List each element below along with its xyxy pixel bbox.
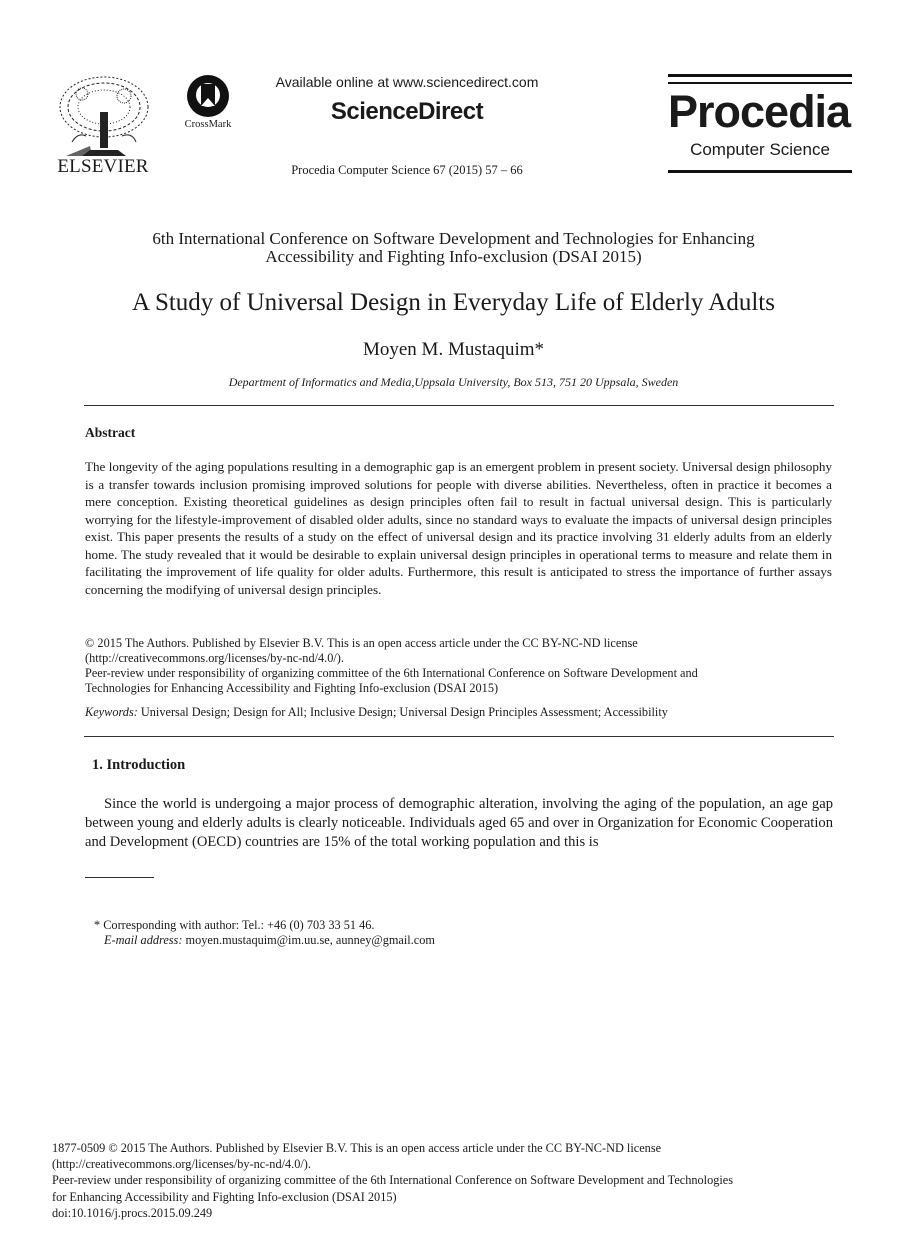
procedia-logo: [668, 74, 852, 176]
doi[interactable]: doi:10.1016/j.procs.2015.09.249: [52, 1205, 213, 1220]
email-line: [94, 933, 794, 948]
paper-title: A Study of Universal Design in Everyday Life of Elderly Adults: [132, 289, 775, 316]
abstract-heading: Abstract: [85, 425, 136, 440]
bottom-block: [52, 1140, 872, 1221]
keywords-text: Universal Design; Design for All; Inclusive Design; Universal Design Principles Assessment; Accessibility: [137, 705, 668, 719]
email-label: E-mail address:: [104, 933, 183, 947]
bottom-peer-review-1: Peer-review under responsibility of organizing committee of the 6th International Conference on Software Development and Technologies: [52, 1173, 734, 1188]
license-block: [85, 636, 845, 696]
conference-line-2: Accessibility and Fighting Info-exclusion (DSAI 2015): [265, 247, 642, 266]
elsevier-wordmark: ELSEVIER: [57, 156, 149, 177]
intro-heading: 1. Introduction: [92, 757, 186, 773]
intro-text: [85, 795, 833, 853]
license-line-1: © 2015 The Authors. Published by Elsevier B.V. This is an open access article under the CC BY-NC-ND license: [85, 636, 638, 650]
procedia-rule-bottom: [668, 170, 852, 173]
procedia-title: Procedia: [668, 86, 851, 137]
procedia-subtitle: Computer Science: [690, 140, 830, 159]
procedia-rule-top-2: [668, 82, 852, 84]
issn-line: 1877-0509 © 2015 The Authors. Published by Elsevier B.V. This is an open access article under the CC BY-NC-ND license: [52, 1141, 662, 1155]
sciencedirect-logo[interactable]: ScienceDirect: [330, 98, 484, 125]
available-online: Available online at www.sciencedirect.com: [275, 74, 539, 90]
intro-paragraph: Since the world is undergoing a major process of demographic alteration, involving the aging of the population, an age gap between young and elderly adults is clearly noticeable. Individuals aged 65 and over in Organization for Economic Cooperation and Development (OECD) countries are 15% of the total working population and this is: [85, 796, 833, 851]
rule-bottom: [84, 736, 834, 737]
keywords: [85, 705, 845, 720]
crossmark-label: CrossMark: [184, 119, 232, 130]
keywords-label: Keywords:: [85, 705, 138, 719]
license-link[interactable]: (http://creativecommons.org/licenses/by-nc-nd/4.0/).: [85, 651, 344, 665]
corresponding-author: * Corresponding with author: Tel.: +46 (0) 703 33 51 46.: [94, 918, 375, 932]
procedia-rule-top-1: [668, 74, 852, 77]
crossmark-logo[interactable]: [176, 74, 240, 134]
conference-line-1: 6th International Conference on Software Development and Technologies for Enhancing: [152, 229, 755, 248]
crossmark-icon: [176, 74, 240, 118]
elsevier-tree-icon: [52, 72, 154, 162]
rule-top: [84, 405, 834, 406]
elsevier-logo: [52, 72, 154, 180]
footnote-rule: [85, 877, 154, 878]
author-name: Moyen M. Mustaquim*: [362, 339, 545, 360]
journal-citation: Procedia Computer Science 67 (2015) 57 – 66: [291, 163, 523, 177]
email-value[interactable]: moyen.mustaquim@im.uu.se, aunney@gmail.com: [182, 933, 435, 947]
bottom-peer-review-2: for Enhancing Accessibility and Fighting Info-exclusion (DSAI 2015): [52, 1189, 397, 1204]
footnote: [94, 918, 794, 948]
license-line-3: Peer-review under responsibility of organizing committee of the 6th International Conference on Software Development and: [85, 666, 698, 680]
affiliation: Department of Informatics and Media,Uppsala University, Box 513, 751 20 Uppsala, Sweden: [228, 375, 679, 389]
license-line-4: Technologies for Enhancing Accessibility and Fighting Info-exclusion (DSAI 2015): [85, 681, 499, 695]
bottom-license-link[interactable]: (http://creativecommons.org/licenses/by-nc-nd/4.0/).: [52, 1157, 311, 1172]
abstract-text: The longevity of the aging populations resulting in a demographic gap is an emergent problem in present society. Universal design philosophy is a transfer towards inclusion promising improved solutions for people with diverse abilities. Nevertheless, often in practice it becomes a mere conception. Existing theoretical guidelines as design principles often fail to result in factual universal design. This is particularly worrying for the lifestyle-improvement of disabled older adults, since no standard ways to evaluate the impacts of universal design principles exist. This paper presents the results of a study on the effect of universal design and its practice involving 31 elderly adults from an elderly home. The study revealed that it would be desirable to explain universal design principles in operational terms to measure and relate them in facilitating the improvement of life quality for older adults. Furthermore, this result is anticipated to stress the importance of further assays concerning the modifying of universal design principles.: [85, 459, 832, 597]
